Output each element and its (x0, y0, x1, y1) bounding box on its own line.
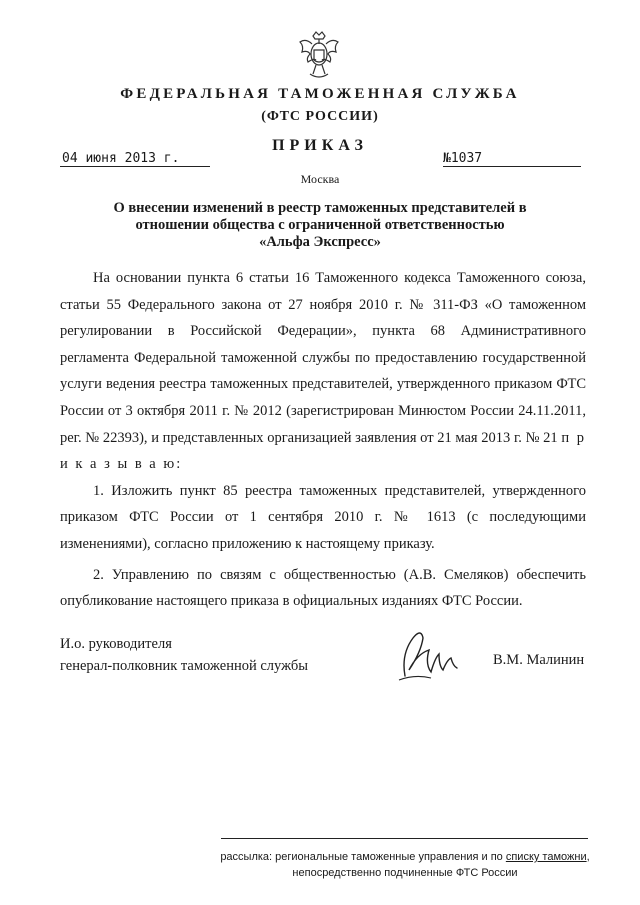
handwritten-signature (395, 624, 465, 686)
distribution-divider (221, 838, 588, 839)
distribution-line-1 (210, 849, 600, 865)
subject-line-2: отношении общества с ограниченной ответственностью (135, 217, 505, 233)
subject-line-3: «Альфа Экспресс» (259, 234, 381, 250)
agency-name: ФЕДЕРАЛЬНАЯ ТАМОЖЕННАЯ СЛУЖБА (120, 86, 520, 102)
signatory-role-line-2: генерал-полковник таможенной службы (60, 658, 309, 674)
signatory-role (60, 633, 308, 677)
signatory-role-line-1: И.о. руководителя (60, 636, 172, 652)
coat-of-arms-emblem (296, 30, 342, 82)
distribution-suffix: , (586, 851, 590, 863)
order-city: Москва (300, 172, 340, 186)
order-subject (90, 200, 550, 251)
preamble-order-word: п р и к а з ы в а ю: (60, 429, 586, 473)
preamble-text: На основании пункта 6 статьи 16 Таможенного кодекса Таможенного союза, статьи 55 Федерального закона от 27 ноября 2010 г. № 311-ФЗ «О таможенном регулировании в Российской Федерации», пункта 68 Административного регламента Федеральной таможенной службы по предоставлению государственной услуги ведения реестра таможенных представителей, утвержденного приказом ФТС России от 3 октября 2011 г. № 2012 (зарегистрирован Минюстом России 24.11.2011, рег. № 22393), и представленных организацией заявления от 21 мая 2013 г. № 21 (60, 270, 586, 446)
order-date: 04 июня 2013 г. (60, 151, 210, 167)
order-body (60, 265, 586, 615)
subject-line-1: О внесении изменений в реестр таможенных представителей в (113, 200, 527, 216)
document-type: ПРИКАЗ (272, 137, 368, 154)
item-2-paragraph: 2. Управлению по связям с общественностью (А.В. Смеляков) обеспечить опубликование настоящего приказа в официальных изданиях ФТС России. (60, 566, 586, 610)
distribution-underlined: списку таможни (505, 851, 587, 863)
distribution-line-2: непосредственно подчиненные ФТС России (292, 867, 518, 879)
agency-short-name: (ФТС РОССИИ) (261, 109, 379, 124)
distribution-prefix: рассылка: региональные таможенные управления и по (220, 851, 506, 863)
distribution-list (210, 849, 600, 881)
order-number: №1037 (443, 151, 581, 167)
item-1-paragraph: 1. Изложить пункт 85 реестра таможенных представителей, утвержденного приказом ФТС России от 1 сентября 2010 г. № 1613 (с последующими изменениями), согласно приложению к настоящему приказу. (60, 482, 586, 552)
preamble-paragraph (60, 265, 586, 478)
signatory-name: В.М. Малинин (493, 652, 585, 668)
